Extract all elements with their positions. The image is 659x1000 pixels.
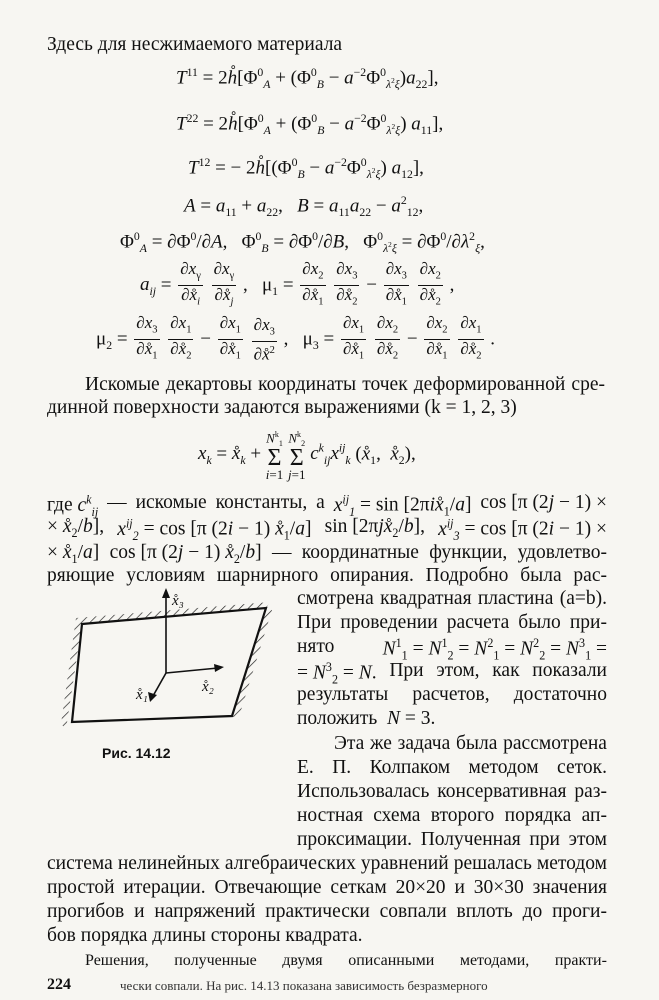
- paragraph1-line2: динной поверхности задаются выражениями (k = 1, 2, 3): [47, 397, 517, 418]
- paragraph2-line4: ряющие условиям шарнирного опирания. Подробно была рас-: [47, 565, 607, 586]
- intro-text: Здесь для несжимаемого материала: [47, 34, 343, 55]
- equation-aij: $a_{ij}$ = $\frac{\partial x_\gamma}{\partial x̊_i}$ $\frac{\partial x_\gamma}{\partial x̊_j}$ , $\mu_1$ = $\frac{\partial x_2}{\partial x̊_1}$ $\frac{\partial x_3}{\partial x̊_2}$ − $\frac{\partial x_3}{\partial x̊_1}$ $\frac{\partial x_2}{\partial x̊_2}$ ,: [140, 259, 455, 308]
- side-line4: = $N^3_2 = N$. При этом, как показали: [297, 660, 607, 687]
- side-line1: смотрена квадратная пластина (a=b).: [297, 588, 607, 609]
- paragraph4-line2: чески совпали. На рис. 14.13 показана зависимость безразмерного: [120, 978, 488, 993]
- side-line11: проксимации. Полученная при этом: [297, 829, 607, 850]
- axis-x2-arrow: [214, 664, 224, 672]
- paragraph2-line1: где $c^k_{ij}$ — искомые константы, а $x^{ij}_1 = \sin$ $[2\pi ix̊_1/a]$ cos [π (2j − 1) ×: [47, 492, 607, 519]
- paragraph2-line2: × $x̊_2/b$], $x^{ij}_2 = \cos [\pi$ (2i − 1) $x̊_1/a$] $\sin [2\pi jx̊_2/b]$, $x^{ij}_3 = \cos [\pi$ (2i − 1) ×: [47, 516, 607, 543]
- paragraph1-line1: Искомые декартовы координаты точек деформированной сре-: [85, 374, 605, 395]
- axis-x3-label: x̊₃: [172, 593, 184, 609]
- side-line7: Эта же задача была рассмотрена: [334, 733, 607, 754]
- equation-mu23: $\mu_2$ = $\frac{\partial x_3}{\partial x̊_1}$ $\frac{\partial x_1}{\partial x̊_2}$ − $\frac{\partial x_1}{\partial x̊_1}$ $\frac{\partial x_3}{\partial x̊^2}$ , $\mu_3$ = $\frac{\partial x_1}{\partial x̊_1}$ $\frac{\partial x_2}{\partial x̊_2}$ − $\frac{\partial x_2}{\partial x̊_1}$ $\frac{\partial x_1}{\partial x̊_2}$ .: [96, 313, 496, 364]
- equation-t22: $T^{22}$ = $2h̊[\Phi^0_A + (\Phi^0_B - a^{-2}\Phi^0_{\lambda^2\xi})$ $a_{11}$],: [176, 112, 444, 138]
- side-line5: результаты расчетов, достаточно: [297, 684, 607, 705]
- equation-t12: $T^{12}$ = − $2h̊[(\Phi^0_B - a^{-2}\Phi^0_{\lambda^2\xi})$ $a_{12}$],: [188, 156, 424, 182]
- axis-x1-line: [153, 673, 166, 696]
- axis-x1-label: x̊₁: [136, 687, 148, 703]
- side-line6: положить N = 3.: [297, 708, 436, 729]
- side-line10: ностная схема второго порядка ап-: [297, 805, 607, 826]
- axis-x1-arrow: [148, 692, 157, 702]
- plate-hatch-right: [232, 608, 272, 720]
- equation-phi: $\Phi^0_A = \partial\Phi^0/\partial A$, $\Phi^0_B = \partial\Phi^0/\partial B$, $\Phi^0_{\lambda^2\xi} = \partial\Phi^0/\partial\lambda^2_\xi$,: [120, 230, 485, 256]
- page-number: 224: [47, 976, 71, 993]
- figure-caption: Рис. 14.12: [102, 745, 171, 761]
- side-line2: При проведении расчета было при-: [297, 612, 607, 633]
- axis-x2-line: [166, 668, 218, 673]
- paragraph4-more: [120, 975, 488, 997]
- equation-t11: $T^{11}$ = $2h̊[\Phi^0_A + (\Phi^0_B - a^{-2}\Phi^0_{\lambda^2\xi})a_{22}]$,: [176, 66, 439, 92]
- equation-ab: $A = a_{11} + a_{22}$, $B = a_{11}a_{22} - a^2_{12}$,: [184, 194, 424, 220]
- paragraph3-line4: бов порядка длины стороны квадрата.: [47, 925, 363, 946]
- paragraph4-line1: Решения, полученные двумя описанными методами, практи-: [85, 952, 607, 969]
- paragraph3-line3: прогибов и напряжений практически совпали вплоть до проги-: [47, 901, 607, 922]
- axis-x3-arrow: [162, 588, 170, 598]
- paragraph2-line3: × $x̊_1/a$] cos [π (2j − 1) $x̊_2/b$] — координатные функции, удовлетво-: [47, 542, 607, 566]
- paragraph3-line1: система нелинейных алгебраических уравнений решалась методом: [47, 853, 607, 874]
- equation-xk: $x_k$ = $x̊_k + N^k_1$ Σ i=1 $N^k_2$ Σ j=1 $c^k_{ij}x^{ij}_k$ ($x̊_1$, $x̊_2$),: [198, 430, 416, 482]
- paragraph3-line2: простой итерации. Отвечающие сеткам 20×20 и 30×30 значения: [47, 877, 607, 898]
- axis-x2-label: x̊₂: [202, 679, 214, 695]
- side-line3: нято $N^1_1 = N^1_2 = N^2_1 = N^2_2 = N^3_1$ =: [297, 636, 607, 663]
- side-line9: Использовалась консервативная раз-: [297, 781, 607, 802]
- side-line8: Е. П. Колпаком методом сеток.: [297, 757, 607, 778]
